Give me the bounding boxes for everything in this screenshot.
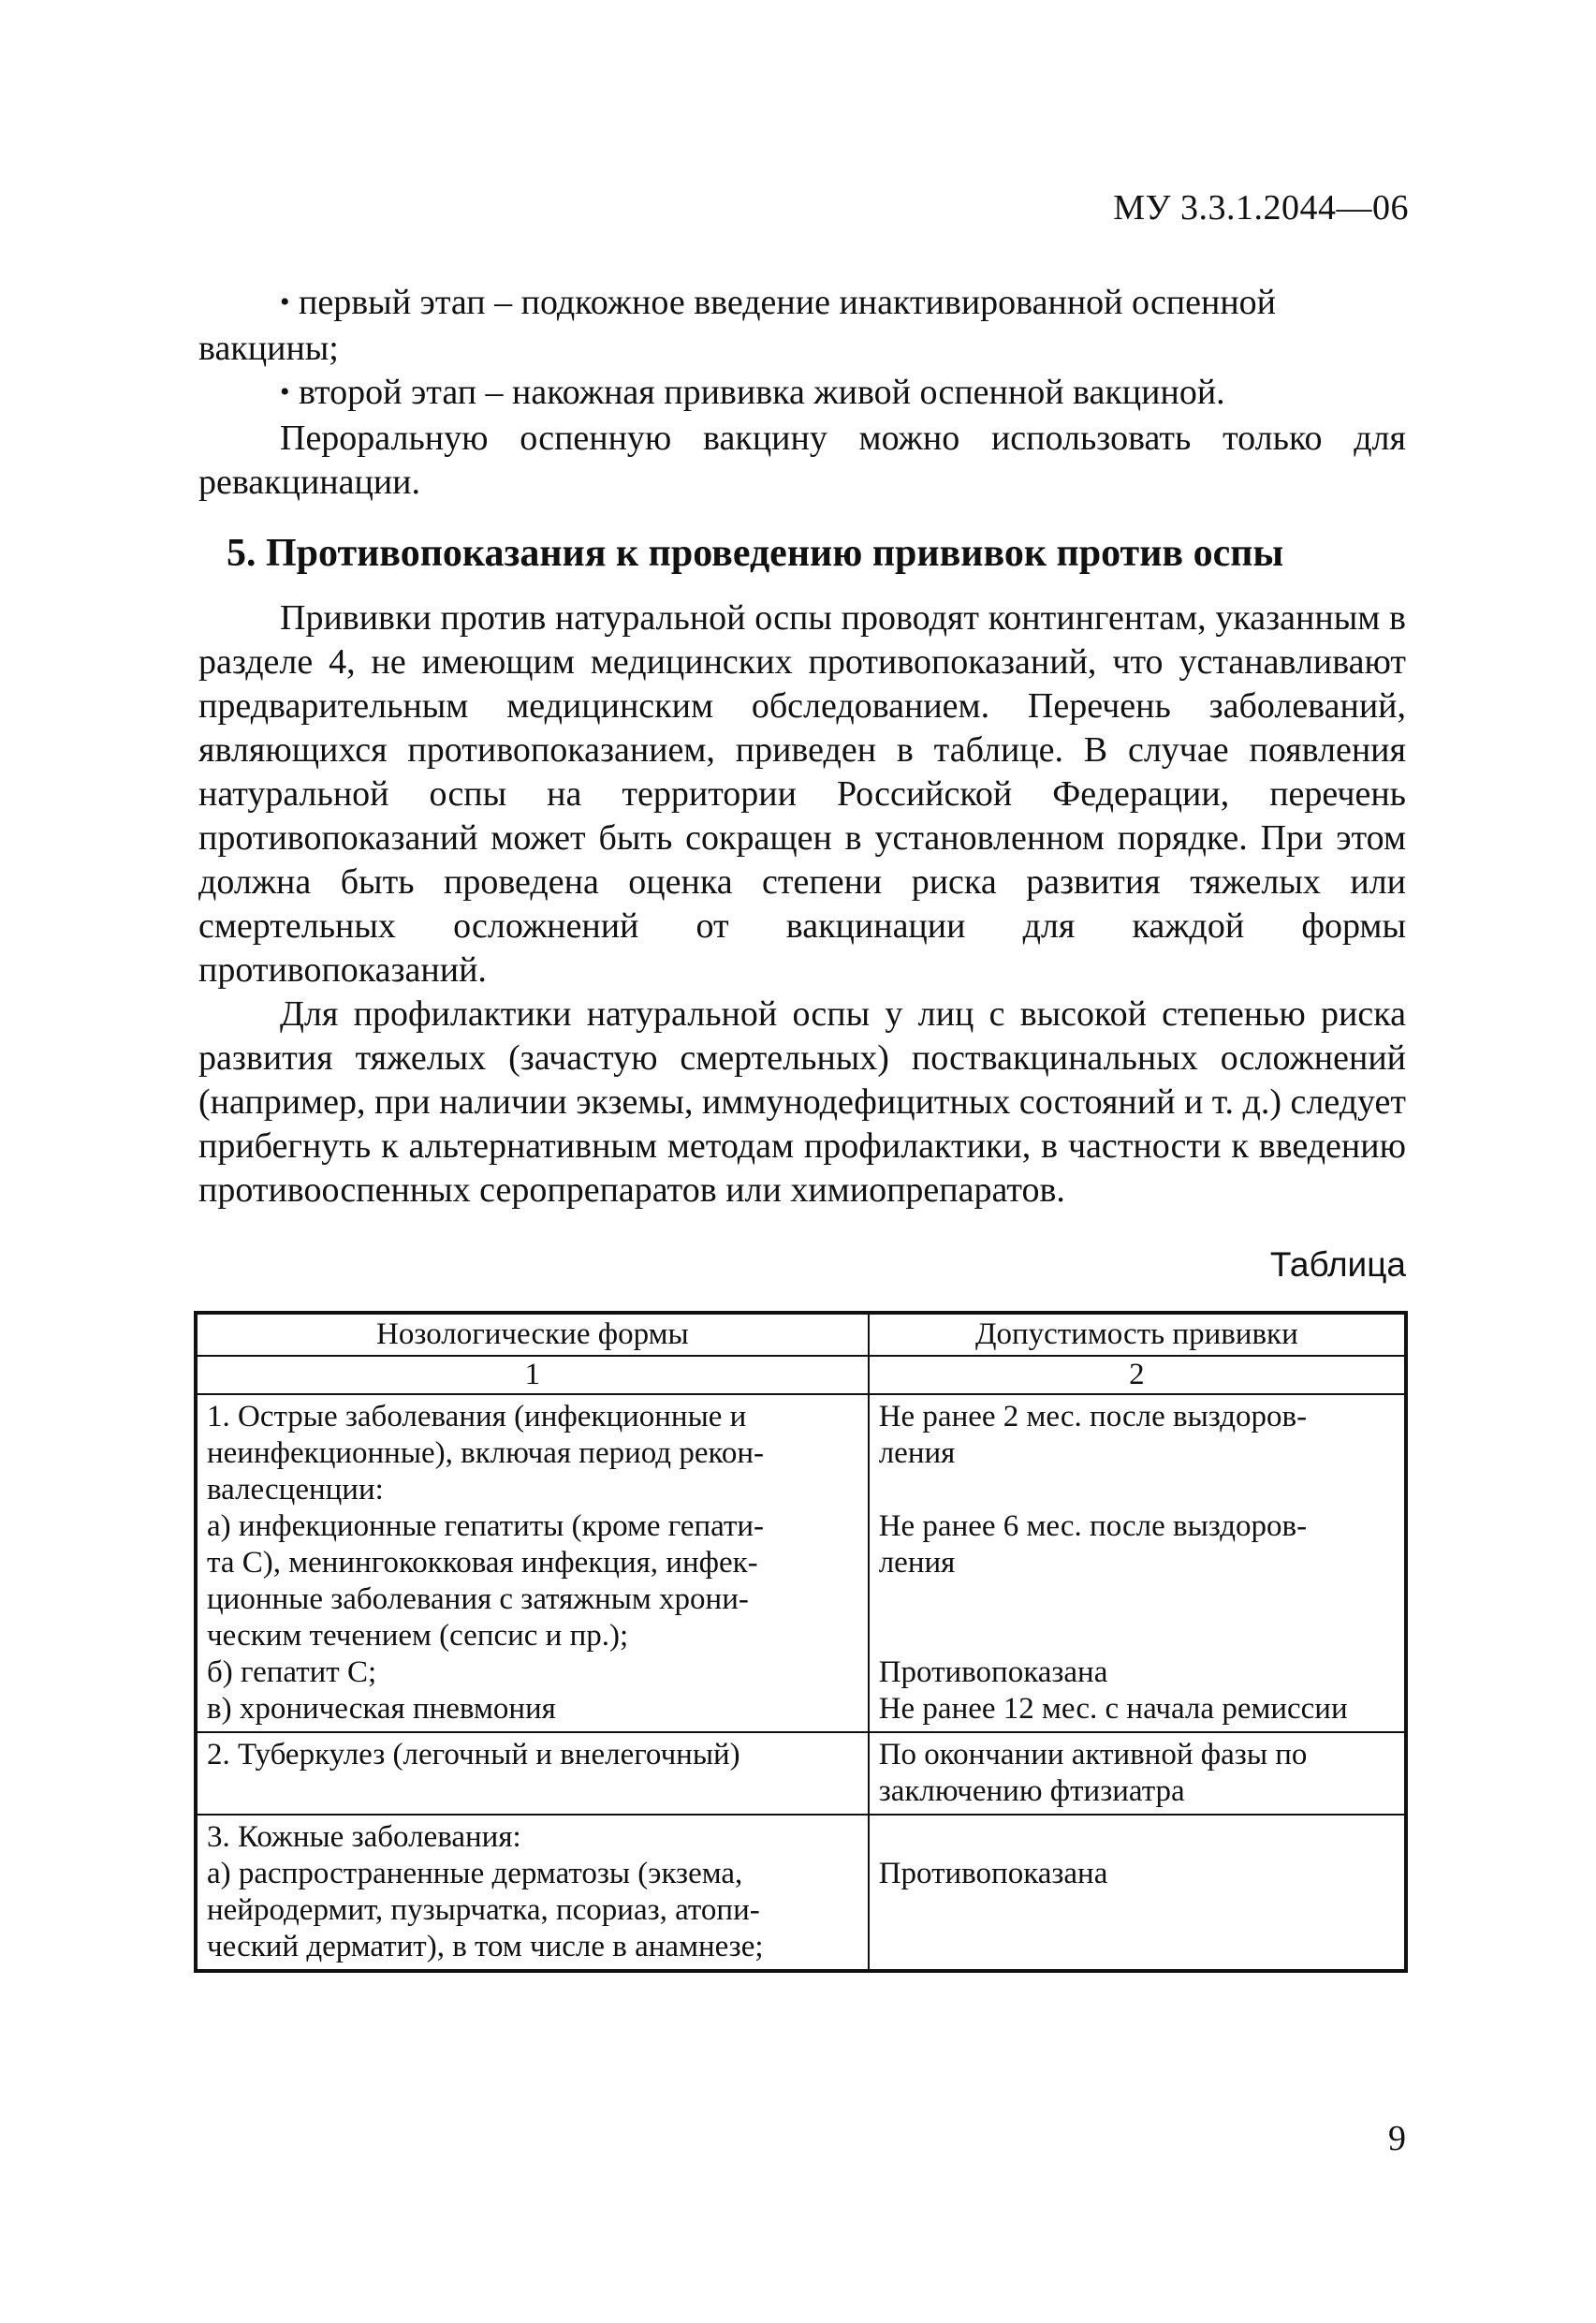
table-column-number-row	[196, 1356, 1406, 1394]
cell-line: а) распространенные дерматозы (экзема,	[207, 1857, 743, 1890]
cell-line: Не ранее 12 мес. с начала ремиссии	[878, 1692, 1348, 1726]
cell-line: 1. Острые заболевания (инфекционные и	[207, 1400, 747, 1433]
cell-line: нейродермит, пузырчатка, псориаз, атопи-	[207, 1893, 760, 1927]
cell-line: ления	[878, 1436, 956, 1470]
bullet-text: второй этап – накожная прививка живой оспенной вакциной.	[299, 373, 1225, 412]
table-cell-skin-admissibility	[869, 1815, 1406, 1971]
cell-line: Противопоказана	[878, 1655, 1108, 1689]
cell-line: 3. Кожные заболевания:	[207, 1820, 521, 1854]
cell-line: ческий дерматит), в том числе в анамнезе;	[207, 1930, 764, 1963]
bullet-text: первый этап – подкожное введение инактивированной оспенной	[299, 283, 1277, 322]
cell-line: Не ранее 6 мес. после выздоров-	[878, 1509, 1308, 1543]
column-header-nosological-forms: Нозологические формы	[196, 1313, 869, 1356]
table-cell-acute-diseases	[196, 1394, 869, 1732]
bullet-item-second-stage	[198, 371, 1406, 417]
table-row	[196, 1394, 1406, 1732]
section-heading: 5. Противопоказания к проведению прививок против оспы	[227, 532, 1284, 575]
cell-line: заключению фтизиатра	[878, 1774, 1185, 1808]
cell-line: а) инфекционные гепатиты (кроме гепати-	[207, 1509, 765, 1543]
table-cell-skin-diseases	[196, 1815, 869, 1971]
cell-line: ления	[878, 1546, 956, 1580]
column-number-2: 2	[869, 1356, 1406, 1394]
table-cell-acute-admissibility	[869, 1394, 1406, 1732]
oral-vaccine-note: Пероральную оспенную вакцину можно использовать только для ревакцинации.	[198, 419, 1406, 502]
cell-line: та С), менингококковая инфекция, инфек-	[207, 1546, 758, 1580]
cell-line: б) гепатит С;	[207, 1655, 377, 1689]
table-cell-tuberculosis: 2. Туберкулез (легочный и внелегочный)	[196, 1732, 869, 1815]
cell-line: валесценции:	[207, 1473, 384, 1507]
section-paragraph-2: Для профилактики натуральной оспы у лиц с высокой степенью риска развития тяжелых (зачастую смертельных) поствакцинальных осложнений (например, при наличии экземы, иммунодефицитных состояний и т. д.) следует прибегнуть к альтернативным методам профилактики, в частности к введению противооспенных серопрепаратов или химиопрепаратов.	[198, 994, 1407, 1210]
page-number: 9	[1388, 2119, 1406, 2158]
column-number-1: 1	[196, 1356, 869, 1394]
table-row	[196, 1732, 1406, 1815]
table-header-row	[196, 1313, 1406, 1356]
contraindications-table	[194, 1311, 1408, 1973]
bullet-continuation: вакцины;	[198, 329, 339, 368]
table-caption: Таблица	[1269, 1245, 1406, 1284]
cell-spacer	[879, 1581, 1395, 1654]
cell-line: неинфекционные), включая период рекон-	[207, 1436, 764, 1470]
bullet-icon: •	[280, 376, 290, 407]
cell-spacer	[879, 1472, 1395, 1508]
table-row	[196, 1815, 1406, 1971]
cell-line: ческим течением (сепсис и пр.);	[207, 1619, 629, 1653]
section-paragraph-1: Прививки против натуральной оспы проводят контингентам, указанным в разделе 4, не имеющим медицинских противопоказаний, что устанавливают предварительным медицинским обследованием. Перечень заболеваний, являющихся противопоказанием, приведен в таблице. В случае появления натуральной оспы на территории Российской Федерации, перечень противопоказаний может быть сокращен в установленном порядке. При этом должна быть проведена оценка степени риска развития тяжелых или смертельных осложнений от вакцинации для каждой формы противопоказаний.	[198, 598, 1406, 990]
cell-line: в) хроническая пневмония	[207, 1692, 556, 1726]
cell-line: По окончании активной фазы по	[878, 1738, 1308, 1772]
bullet-item-first-stage	[198, 281, 1406, 327]
column-header-vaccination-admissibility: Допустимость прививки	[869, 1313, 1406, 1356]
bullet-icon: •	[280, 287, 290, 317]
document-code: МУ 3.3.1.2044—06	[1113, 188, 1409, 228]
table-cell-tuberculosis-admissibility	[869, 1732, 1406, 1815]
document-body	[198, 281, 1406, 1213]
cell-line: ционные заболевания с затяжным хрони-	[207, 1582, 749, 1616]
cell-line: Не ранее 2 мес. после выздоров-	[878, 1400, 1308, 1433]
cell-line: Противопоказана	[878, 1857, 1108, 1890]
